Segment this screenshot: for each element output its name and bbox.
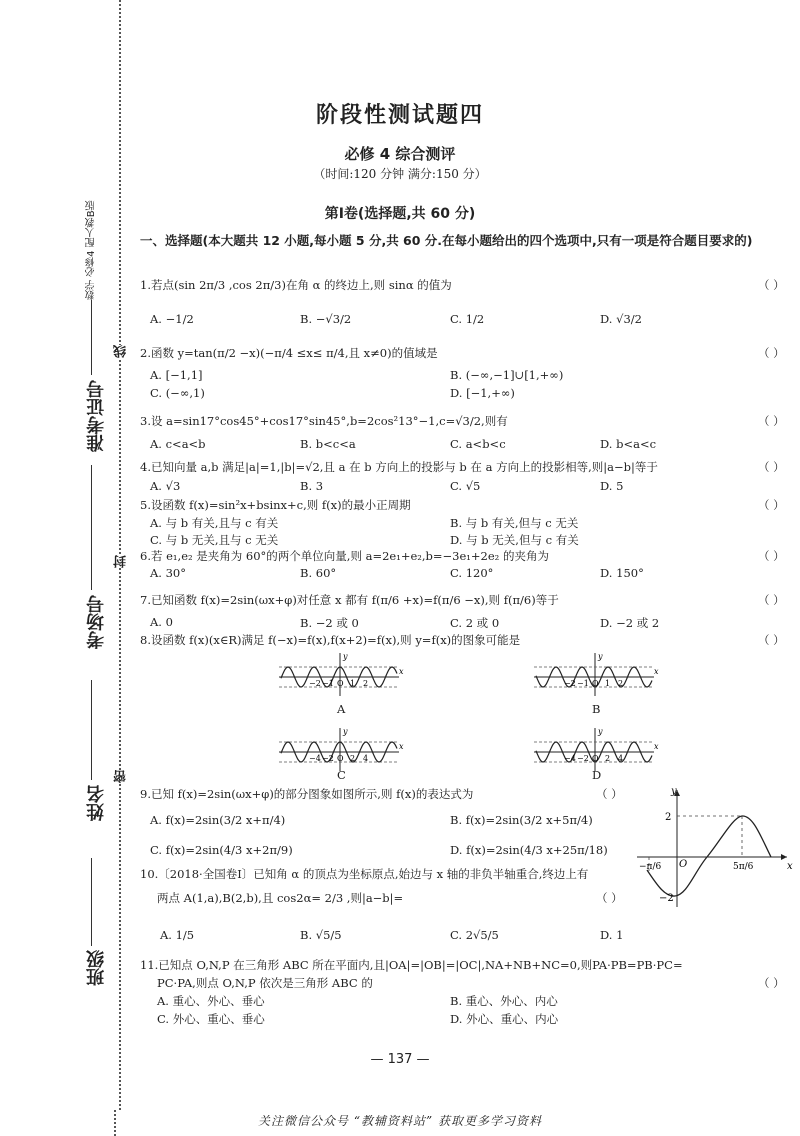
q9-xpos-label: 5π/6: [733, 862, 754, 872]
answer-paren-9: （ ）: [596, 787, 623, 801]
q8-label-c: C: [337, 768, 346, 782]
q6-option-d: D. 150°: [600, 566, 644, 580]
question-6-stem: 6.若 e₁,e₂ 是夹角为 60°的两个单位向量,则 a=2e₁+e₂,b=−3e₁+2e₂ 的夹角为: [140, 549, 549, 563]
q3-option-d: D. b<a<c: [600, 437, 657, 451]
tick-label: −1: [322, 679, 334, 688]
question-11-stem: 11.已知点 O,N,P 在三角形 ABC 所在平面内,且|OA|=|OB|=|OC|,NA+NB+NC=0,则PA·PB=PB·PC=: [140, 958, 683, 972]
q4-option-c: C. √5: [450, 479, 481, 493]
tick-label: 1: [605, 679, 611, 688]
q9-option-a: A. f(x)=2sin(3/2 x+π/4): [150, 813, 286, 827]
tick-label: 4: [618, 754, 624, 763]
q3-option-c: C. a<b<c: [450, 437, 506, 451]
q10-option-d: D. 1: [600, 928, 624, 942]
answer-paren-11: （ ）: [758, 976, 785, 990]
tick-label: O: [337, 679, 344, 688]
q2-option-d: D. [−1,+∞): [450, 386, 515, 400]
q8-graph-svg: [530, 650, 660, 700]
page-title: 阶段性测试题四: [315, 102, 484, 128]
q6-option-a: A. 30°: [150, 566, 186, 580]
q9-axis-x: x: [787, 861, 793, 872]
q9-ymax-label: 2: [665, 812, 672, 823]
q9-origin: O: [679, 859, 688, 870]
tick-label: −2: [564, 679, 576, 688]
tick-label: −2: [322, 754, 334, 763]
q10-option-c: C. 2√5/5: [450, 928, 499, 942]
q9-axis-y: y: [671, 786, 677, 797]
field-room-label: 考场号: [86, 595, 107, 649]
axis-label-y: y: [343, 727, 348, 736]
q8-graph-b: [530, 650, 660, 700]
field-exam-number-label: 准考证号: [86, 380, 107, 452]
tick-label: −4: [309, 754, 321, 763]
tick-label: −2: [309, 679, 321, 688]
q7-option-a: A. 0: [150, 615, 173, 629]
tick-label: O: [592, 679, 599, 688]
page-number: — 137 —: [370, 1052, 430, 1067]
question-4-stem: 4.已知向量 a,b 满足|a|=1,|b|=√2,且 a 在 b 方向上的投影与 b 在 a 方向上的投影相等,则|a−b|等于: [140, 460, 658, 474]
question-11-stem-cont: PC·PA,则点 O,N,P 依次是三角形 ABC 的: [157, 976, 373, 990]
axis-label-y: y: [343, 652, 348, 661]
answer-paren-3: （ ）: [758, 414, 785, 428]
section-heading: 一、选择题(本大题共 12 小题,每小题 5 分,共 60 分.在每小题给出的四个选项中,只有一项是符合题目要求的): [140, 233, 753, 248]
q7-option-b: B. −2 或 0: [300, 616, 359, 630]
tick-label: 2: [605, 754, 611, 763]
axis-label-y: y: [598, 727, 603, 736]
q9-xneg-label: −π/6: [639, 862, 662, 872]
axis-label-x: x: [654, 742, 659, 751]
q4-option-d: D. 5: [600, 479, 624, 493]
tick-label: O: [592, 754, 599, 763]
tick-label: −4: [564, 754, 576, 763]
answer-paren-7: （ ）: [758, 593, 785, 607]
page-subtitle: 必修 4 综合测评: [344, 145, 456, 163]
q11-option-b: B. 重心、外心、内心: [450, 994, 558, 1008]
q5-option-a: A. 与 b 有关,且与 c 有关: [150, 516, 279, 530]
q11-option-c: C. 外心、重心、垂心: [157, 1012, 265, 1026]
field-class-line: [91, 858, 92, 946]
tick-label: −2: [577, 754, 589, 763]
field-class-label: 班级: [86, 950, 107, 986]
q7-option-c: C. 2 或 0: [450, 616, 500, 630]
seal-mark-seal: 封: [114, 555, 129, 568]
field-name-line: [91, 680, 92, 780]
q1-option-d: D. √3/2: [600, 312, 642, 326]
field-room-line: [91, 465, 92, 590]
q10-option-a: A. 1/5: [160, 928, 195, 942]
tick-label: 2: [350, 754, 356, 763]
q9-ymin-label: −2: [659, 893, 674, 904]
tick-label: 2: [363, 679, 369, 688]
q8-label-b: B: [592, 702, 601, 716]
axis-label-x: x: [399, 667, 404, 676]
question-10-stem-cont: 两点 A(1,a),B(2,b),且 cos2α= 2/3 ,则|a−b|=: [157, 891, 404, 905]
q3-option-a: A. c<a<b: [150, 437, 206, 451]
tick-label: O: [337, 754, 344, 763]
q9-option-d: D. f(x)=2sin(4/3 x+25π/18): [450, 843, 608, 857]
axis-label-y: y: [598, 652, 603, 661]
answer-paren-4: （ ）: [758, 460, 785, 474]
tick-label: −1: [577, 679, 589, 688]
q11-option-d: D. 外心、重心、内心: [450, 1012, 559, 1026]
q8-label-d: D: [592, 768, 602, 782]
question-7-stem: 7.已知函数 f(x)=2sin(ωx+φ)对任意 x 都有 f(π/6 +x)=f(π/6 −x),则 f(π/6)等于: [140, 593, 559, 607]
field-exam-number-line: [91, 300, 92, 375]
q1-option-c: C. 1/2: [450, 312, 485, 326]
q5-option-d: D. 与 b 无关,但与 c 有关: [450, 533, 579, 547]
question-5-stem: 5.设函数 f(x)=sin²x+bsinx+c,则 f(x)的最小正周期: [140, 498, 411, 512]
answer-paren-2: （ ）: [758, 346, 785, 360]
q6-option-c: C. 120°: [450, 566, 494, 580]
q2-option-a: A. [−1,1]: [150, 368, 203, 382]
q5-option-b: B. 与 b 有关,但与 c 无关: [450, 516, 579, 530]
field-name-label: 姓名: [86, 785, 107, 821]
q8-label-a: A: [337, 702, 346, 716]
answer-paren-5: （ ）: [758, 498, 785, 512]
q9-option-b: B. f(x)=2sin(3/2 x+5π/4): [450, 813, 593, 827]
q2-option-b: B. (−∞,−1]∪[1,+∞): [450, 368, 564, 382]
q5-option-c: C. 与 b 无关,且与 c 无关: [150, 533, 279, 547]
axis-label-x: x: [399, 742, 404, 751]
q1-option-a: A. −1/2: [150, 312, 194, 326]
question-8-stem: 8.设函数 f(x)(x∈R)满足 f(−x)=f(x),f(x+2)=f(x),则 y=f(x)的图象可能是: [140, 633, 521, 647]
question-9-stem: 9.已知 f(x)=2sin(ωx+φ)的部分图象如图所示,则 f(x)的表达式为: [140, 787, 474, 801]
q6-option-b: B. 60°: [300, 566, 337, 580]
answer-paren-8: （ ）: [758, 633, 785, 647]
q9-sine-graph: [635, 785, 795, 910]
q2-option-c: C. (−∞,1): [150, 386, 205, 400]
q4-option-b: B. 3: [300, 479, 324, 493]
tick-label: 2: [618, 679, 624, 688]
question-10-stem: 10.〔2018·全国卷Ⅰ〕已知角 α 的顶点为坐标原点,始边与 x 轴的非负半轴重合,终边上有: [140, 867, 589, 881]
question-1-stem: 1.若点(sin 2π/3 ,cos 2π/3)在角 α 的终边上,则 sinα 的值为: [140, 278, 452, 292]
q8-graph-a: [275, 650, 405, 700]
axis-label-x: x: [654, 667, 659, 676]
tick-label: 1: [350, 679, 356, 688]
q11-option-a: A. 重心、外心、垂心: [157, 994, 265, 1008]
q10-option-b: B. √5/5: [300, 928, 342, 942]
q8-graph-svg: [275, 650, 405, 700]
time-info: （时间:120 分钟 满分:150 分）: [313, 167, 487, 181]
q9-option-c: C. f(x)=2sin(4/3 x+2π/9): [150, 843, 293, 857]
q7-option-d: D. −2 或 2: [600, 616, 660, 630]
question-2-stem: 2.函数 y=tan(π/2 −x)(−π/4 ≤x≤ π/4,且 x≠0)的值域是: [140, 346, 438, 360]
q1-option-b: B. −√3/2: [300, 312, 352, 326]
question-3-stem: 3.设 a=sin17°cos45°+cos17°sin45°,b=2cos²13°−1,c=√3/2,则有: [140, 414, 508, 428]
sidebar-subject: 数学 必修4 配人教B版: [86, 200, 97, 300]
part-heading: 第Ⅰ卷(选择题,共 60 分): [324, 206, 476, 222]
seal-mark-line: 线: [114, 345, 129, 358]
answer-paren-6: （ ）: [758, 549, 785, 563]
tick-label: 4: [363, 754, 369, 763]
answer-paren-10: （ ）: [596, 891, 623, 905]
footer-note: 关注微信公众号 “教辅资料站” 获取更多学习资料: [258, 1114, 542, 1128]
seal-mark-secret: 密: [114, 770, 129, 783]
q4-option-a: A. √3: [150, 479, 181, 493]
answer-paren-1: （ ）: [758, 278, 785, 292]
q3-option-b: B. b<c<a: [300, 437, 356, 451]
